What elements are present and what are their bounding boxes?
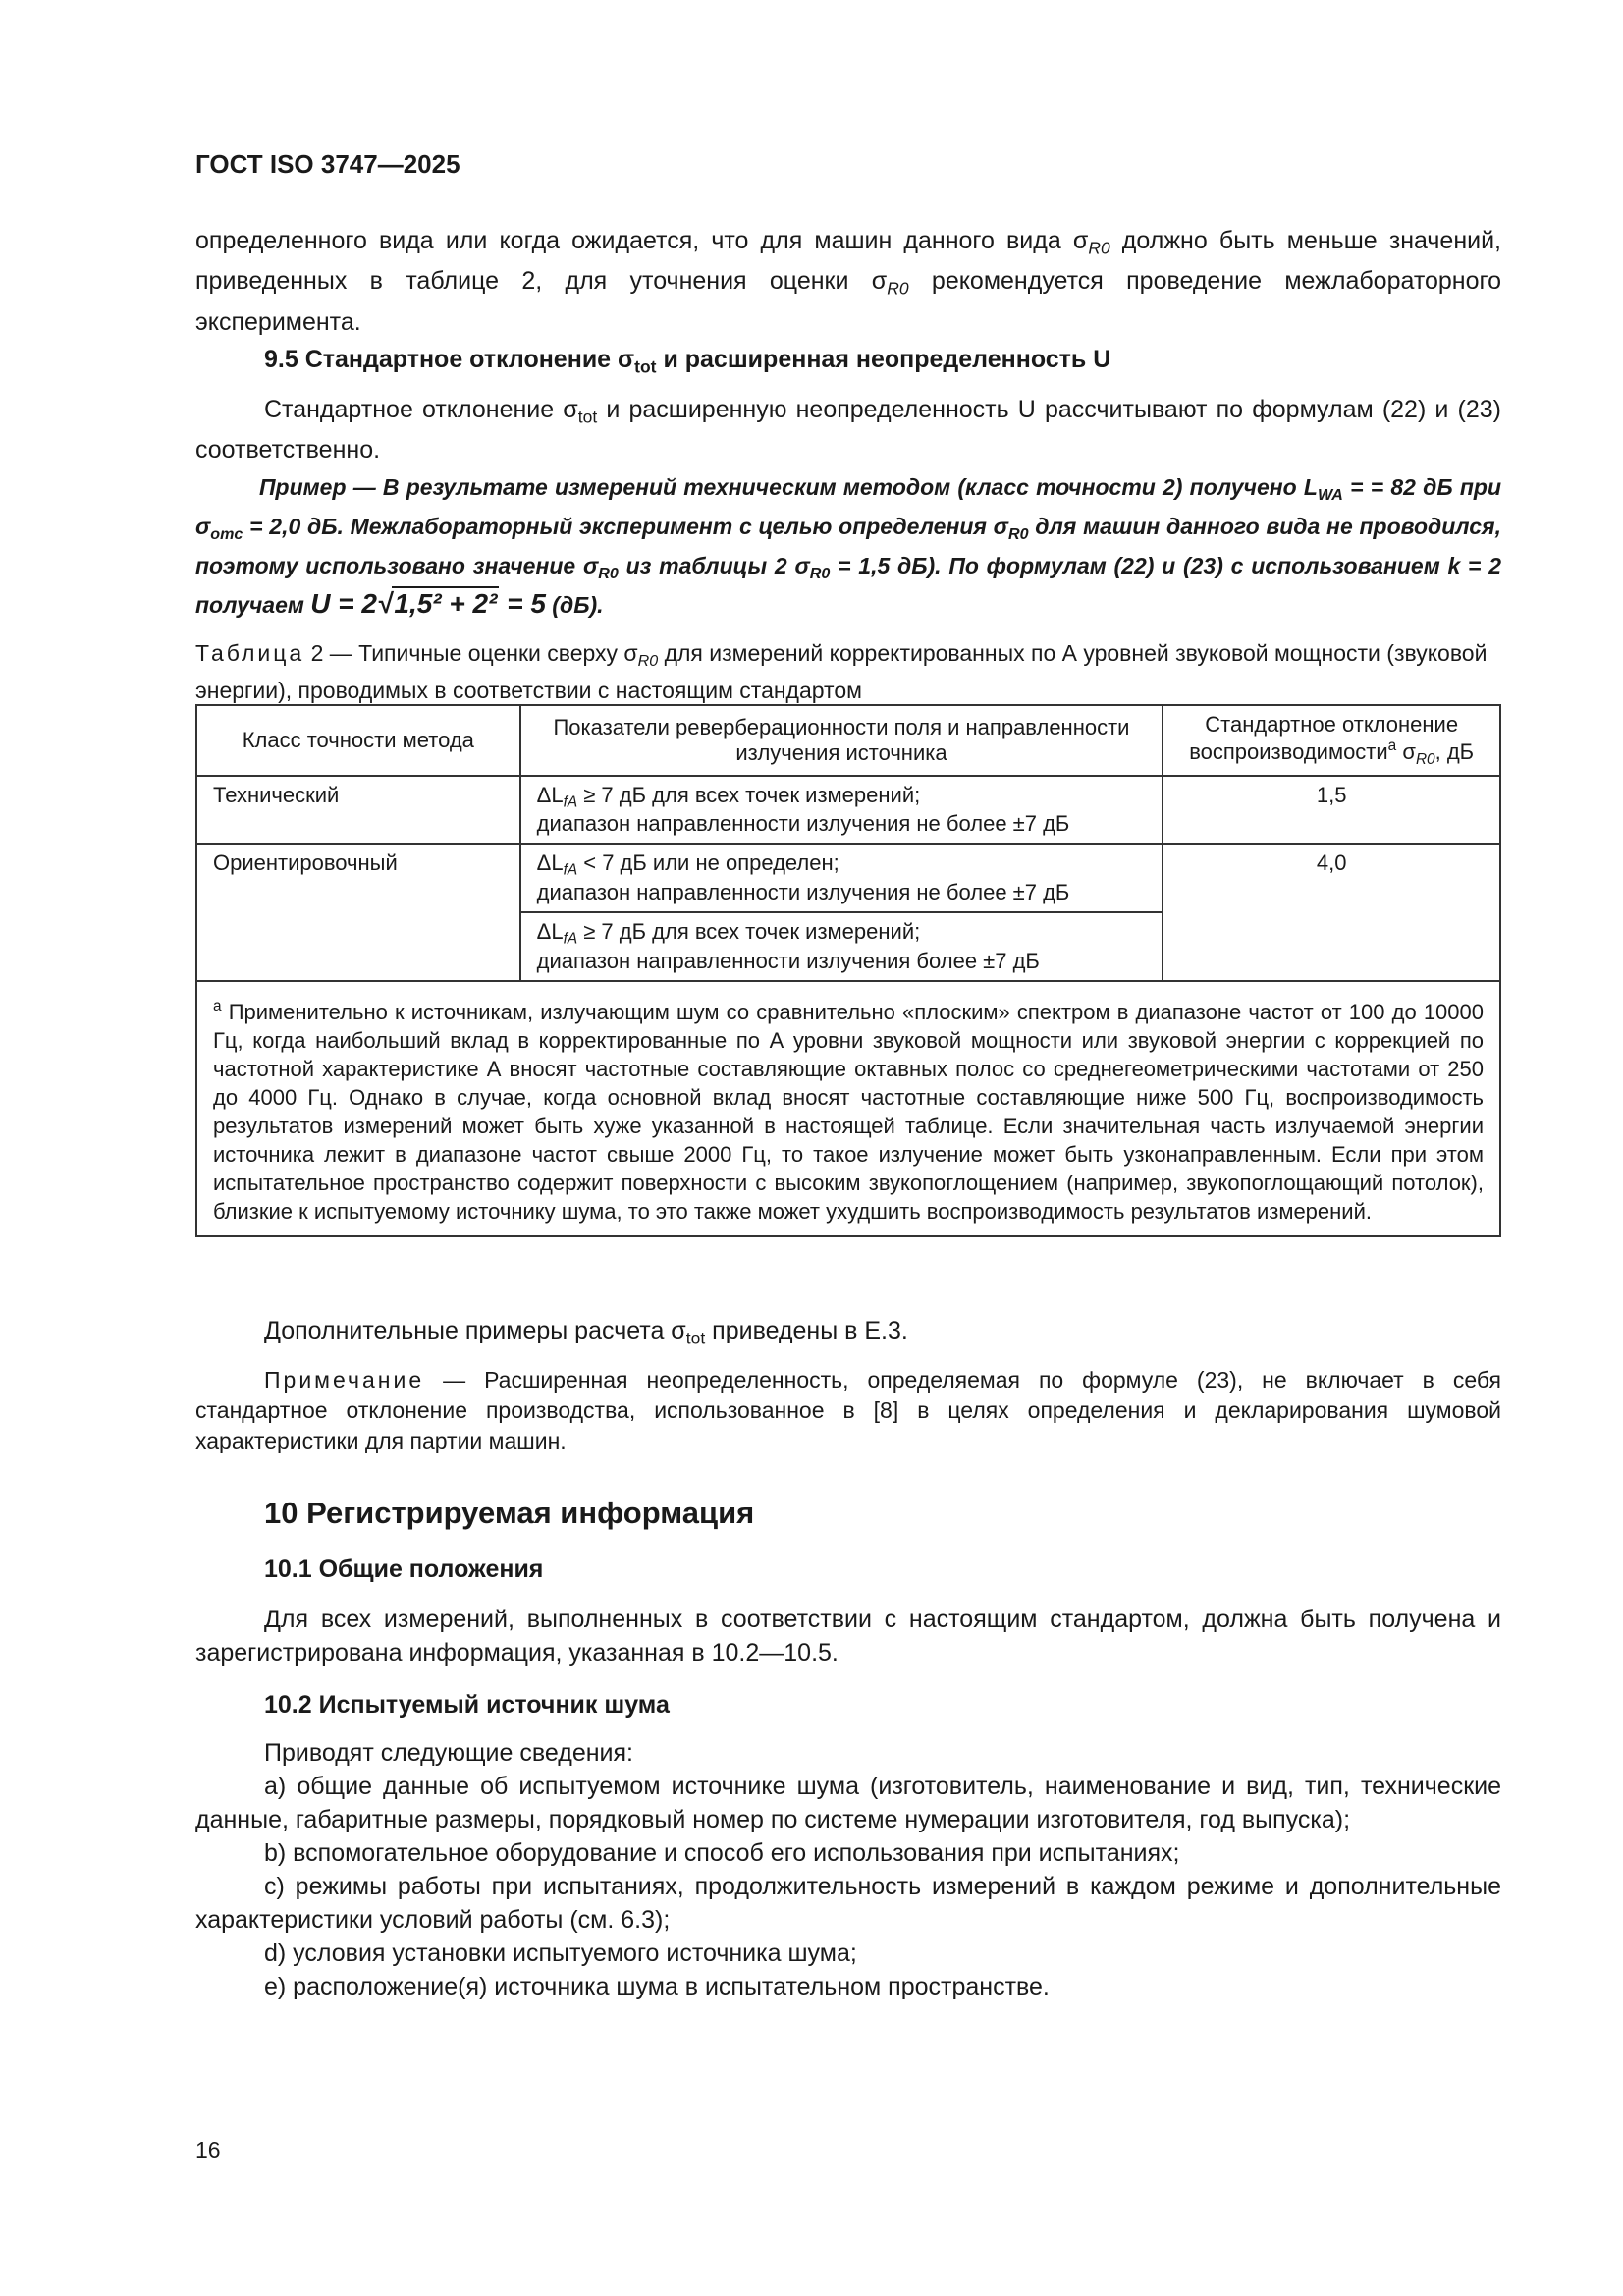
intro-paragraph: определенного вида или когда ожидается, что для машин данного вида $\sigma_{R0}$ должно быть меньше значений, приведенных в таблице 2, для уточнения оценки $\sigma_{R0}$ рекомендуется проведение межлабораторного эксперимента. xyxy=(195,227,1502,336)
table-cell-value: 4,0 xyxy=(1163,844,1500,980)
list-item: a) общие данные об испытуемом источнике шума (изготовитель, наименование и вид, тип, технические данные, габаритные размеры, порядковый номер по системе нумерации изготовителя, год выпуска); xyxy=(195,1773,1501,1833)
section-10-title: 10 Регистрируемая информация xyxy=(264,1496,755,1530)
section-9-5-text: Стандартное отклонение $\sigma_{tot}$ и расширенную неопределенность U рассчитывают по формулам (22) и (23) соответственно. xyxy=(195,396,1501,465)
table-header-cell: Показатели реверберационности поля и направленности излучения источника xyxy=(520,705,1163,776)
section-9-5-title: 9.5 Стандартное отклонение $\sigma_{tot}$ и расширенная неопределенность U xyxy=(264,346,1111,377)
table-header-cell: Стандартное отклонение воспроизводимости$^a$ $\sigma_{R0}$, дБ xyxy=(1163,705,1500,776)
list-item: e) расположение(я) источника шума в испытательном пространстве. xyxy=(264,1973,1050,2000)
table-header-cell: Класс точности метода xyxy=(196,705,520,776)
table-2 xyxy=(195,704,1501,1237)
list-intro: Приводят следующие сведения: xyxy=(264,1739,633,1767)
table-cell-value: 1,5 xyxy=(1163,776,1500,845)
section-10-2-title: 10.2 Испытуемый источник шума xyxy=(264,1691,670,1719)
table-footnote: $^a$ Применительно к источникам, излучающим шум со сравнительно «плоским» спектром в диапазоне частот от 100 до 10000 Гц, когда наибольший вклад в корректированные по А уровни звуковой мощности или звуковой энергии с коррекцией по частотной характеристике А вносят частотные составляющие октавных полос со среднегеометрическими частотами от 250 до 4000 Гц. Однако в случае, когда основной вклад вносят частотные составляющие ниже 500 Гц, воспроизводимость результатов измерений может быть хуже указанной в настоящей таблице. Если значительная часть излучаемой энергии источника лежит в диапазоне частот свыше 2000 Гц, то такое излучение может быть узконаправленным. Если при этом испытательное пространство содержит поверхности с высоким звукопоглощением (например, звукопоглощающий потолок), близкие к испытуемому источнику шума, то это также может ухудшить воспроизводимость результатов измерений. xyxy=(196,981,1500,1236)
section-10-1-title: 10.1 Общие положения xyxy=(264,1556,544,1583)
table-cell-class: Технический xyxy=(196,776,520,845)
table-footnote-row xyxy=(196,981,1500,1236)
table-header-row xyxy=(196,705,1500,776)
example-paragraph: Пример — В результате измерений техническим методом (класс точности 2) получено $L_{WA}$ = = 82 дБ при $\sigma_{omc} = 2,0$ дБ. Межлабораторный эксперимент с целью определения $\sigma_{R0}$ для машин данного вида не проводился, поэтому использовано значение $\sigma_{R0}$ из таблицы 2 $\sigma_{R0} = 1,5$ дБ). По формулам (22) и (23) с использованием k = 2 получаем U = 2√1,5² + 2² = 5 (дБ). xyxy=(195,474,1502,620)
table-cell-conditions: $\Delta L_{fA} \ge 7$ дБ для всех точек измерений; диапазон направленности излучения более ±7 дБ xyxy=(520,912,1163,981)
table-row xyxy=(196,776,1500,845)
list-item: d) условия установки испытуемого источника шума; xyxy=(264,1940,857,1967)
section-10-2-list xyxy=(195,1736,1501,2003)
document-header: ГОСТ ISO 3747—2025 xyxy=(195,149,460,179)
table-row xyxy=(196,844,1500,912)
table-cell-class: Ориентировочный xyxy=(196,844,520,980)
table-cell-conditions: $\Delta L_{fA} \ge 7$ дБ для всех точек измерений; диапазон направленности излучения не более ±7 дБ xyxy=(520,776,1163,845)
section-10-1-text: Для всех измерений, выполненных в соответствии с настоящим стандартом, должна быть получена и зарегистрирована информация, указанная в 10.2—10.5. xyxy=(195,1606,1501,1667)
note-paragraph: Примечание — Расширенная неопределенность, определяемая по формуле (23), не включает в себя стандартное отклонение производства, использованное в [8] в целях определения и декларирования шумовой характеристики для партии машин. xyxy=(195,1367,1501,1453)
page-number: 16 xyxy=(195,2137,221,2162)
additional-examples: Дополнительные примеры расчета $\sigma_{tot}$ приведены в Е.3. xyxy=(264,1317,908,1348)
list-item: b) вспомогательное оборудование и способ его использования при испытаниях; xyxy=(264,1839,1180,1867)
formula-u: U = 2√1,5² + 2² = 5 xyxy=(310,588,546,620)
list-item: c) режимы работы при испытаниях, продолжительность измерений в каждом режиме и дополнительные характеристики условий работы (см. 6.3); xyxy=(195,1873,1501,1934)
table-caption: Таблица 2 — Типичные оценки сверху $\sigma_{R0}$ для измерений корректированных по А уровней звуковой мощности (звуковой энергии), проводимых в соответствии с настоящим стандартом xyxy=(195,640,1488,703)
table-cell-conditions: $\Delta L_{fA} < 7$ дБ или не определен; диапазон направленности излучения не более ±7 дБ xyxy=(520,844,1163,912)
